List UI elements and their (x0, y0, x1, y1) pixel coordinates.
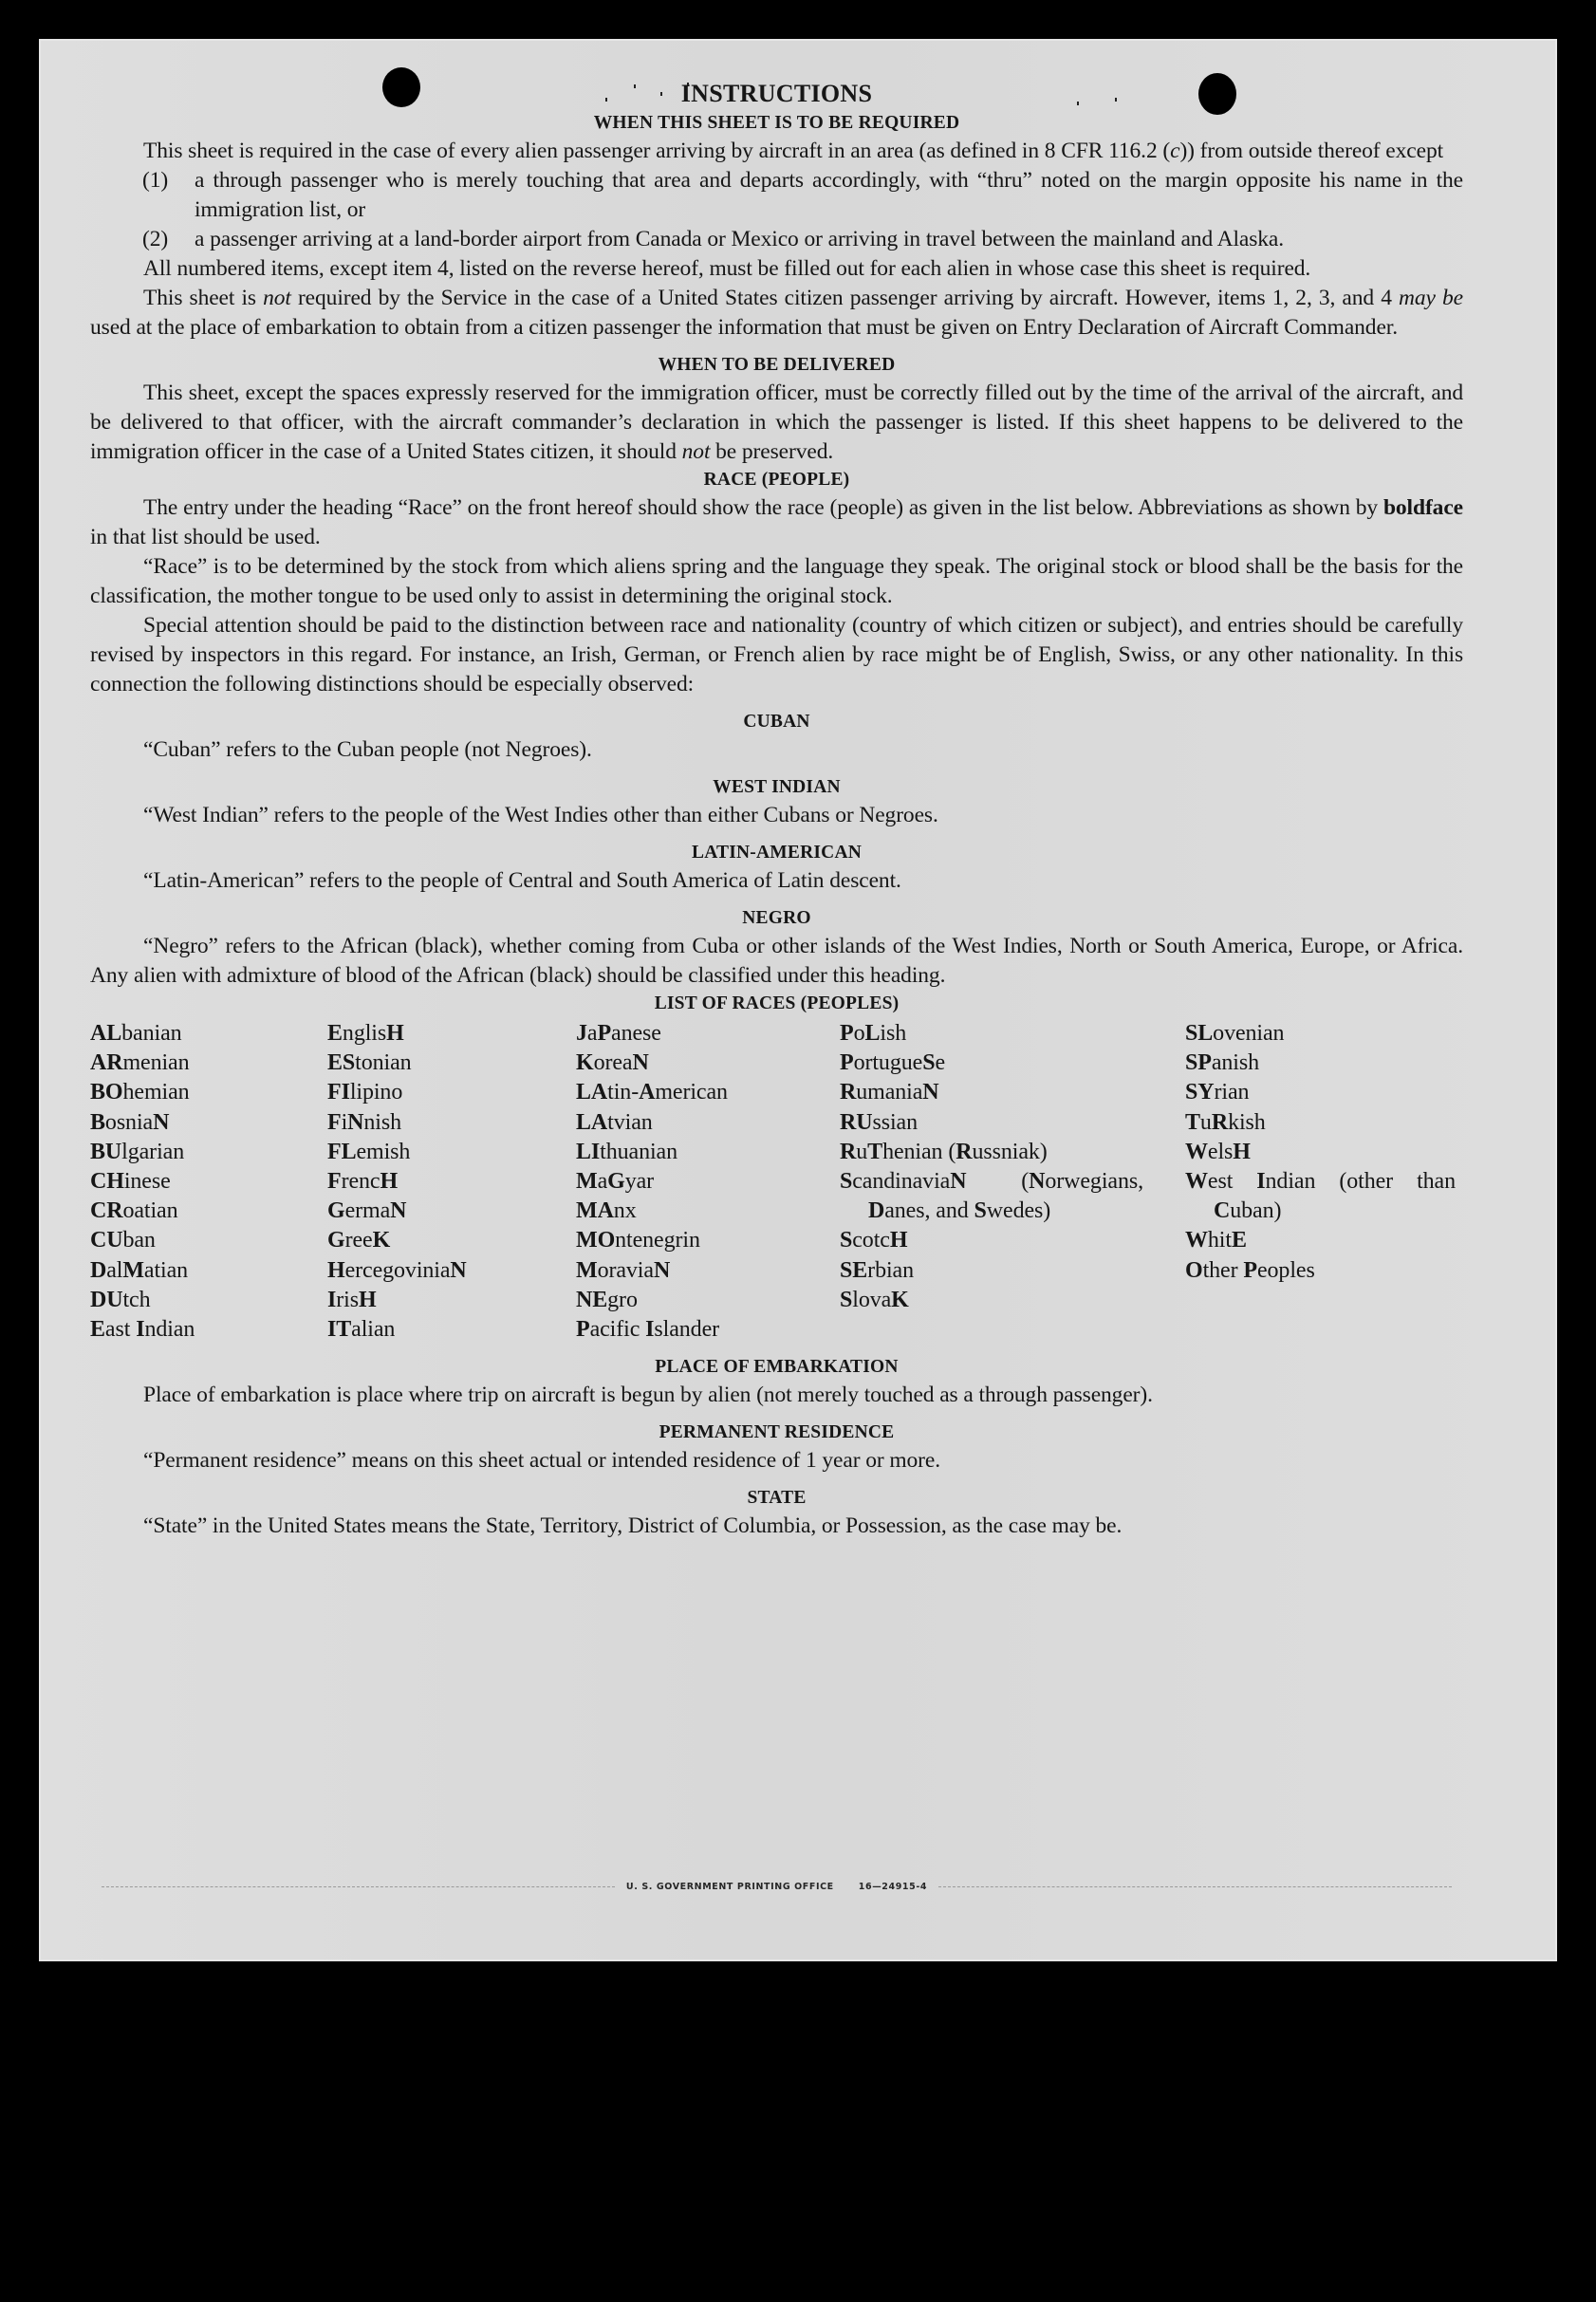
paragraph-place-of-embarkation: Place of embarkation is place where trip on aircraft is begun by alien (not merely touched as a through passenger). (143, 1383, 1153, 1408)
race-entry: SPanish (1185, 1050, 1259, 1076)
race-column (327, 1019, 576, 1345)
race-entry: PoLish (840, 1021, 907, 1046)
race-entry: LAtin-American (576, 1080, 728, 1105)
exception-item (90, 166, 1463, 225)
race-entry: FrencH (327, 1169, 399, 1195)
form-code: 16—24915-4 (858, 1881, 928, 1892)
section-heading-latin-american: LATIN-AMERICAN (691, 843, 863, 863)
text-span: This sheet, except the spaces expressly reserved for the immigration officer, must be correctly filled out by the time of the arrival of the aircraft, and be delivered to that officer, with the aircraft commander’s declaration in which the passenger is listed. If this sheet happens to be delivered to the immigration officer in the case of a United States citizen, it should (90, 381, 1463, 464)
race-entry: ALbanian (90, 1021, 182, 1046)
text-span: The entry under the heading “Race” on the front hereof should show the race (people) as given in the list below. Abbreviations as shown by (143, 495, 1383, 520)
section-heading-list-of-races: LIST OF RACES (PEOPLES) (654, 993, 900, 1013)
race-entry: BosniaN (90, 1109, 170, 1135)
race-entry: MoraviaN (576, 1257, 671, 1283)
item-text: a through passenger who is merely touching that area and departs accordingly, with “thru” noted on the margin opposite his name in the immigration list, or (195, 168, 1463, 222)
paragraph-negro: “Negro” refers to the African (black), whether coming from Cuba or other islands of the West Indies, North or South America, Europe, or Africa. Any alien with admixture of blood of the African (black) should be classified under this heading. (90, 934, 1463, 988)
paragraph-requirement (90, 137, 1463, 166)
race-entry: HercegoviniaN (327, 1257, 467, 1283)
race-entry: SLovenian (1185, 1021, 1285, 1046)
paragraph-cuban: “Cuban” refers to the Cuban people (not Negroes). (143, 737, 592, 762)
text-span: used at the place of embarkation to obtain from a citizen passenger the information that must be given on Entry Declaration of Aircraft Commander. (90, 315, 1398, 340)
race-entry: TuRkish (1185, 1109, 1266, 1135)
text-span: This sheet is required in the case of every alien passenger arriving by aircraft in an area (as defined in 8 CFR 116.2 ( (143, 139, 1171, 163)
race-entry: ITalian (327, 1317, 396, 1343)
paragraph-west-indian: “West Indian” refers to the people of the West Indies other than either Cubans or Negroes. (143, 803, 938, 827)
race-entry: WelsH (1185, 1139, 1251, 1164)
section-heading-negro: NEGRO (742, 908, 811, 928)
paragraph-race-entry (90, 493, 1463, 552)
paragraph-permanent-residence: “Permanent residence” means on this sheet actual or intended residence of 1 year or more. (143, 1448, 941, 1474)
race-entry: East Indian (90, 1317, 195, 1343)
paragraph-latin-american: “Latin-American” refers to the people of Central and South America of Latin descent. (143, 868, 901, 893)
race-entry: FLemish (327, 1139, 411, 1164)
race-entry: RumaniaN (840, 1080, 939, 1105)
race-entry: ARmenian (90, 1050, 190, 1076)
race-entry: EStonian (327, 1050, 412, 1076)
exception-item (90, 225, 1463, 254)
printer-imprint: U. S. GOVERNMENT PRINTING OFFICE (625, 1881, 834, 1892)
section-heading-state: STATE (747, 1488, 807, 1509)
race-entry: GreeK (327, 1228, 391, 1253)
text-span: This sheet is (143, 286, 264, 310)
race-entry: GermaN (327, 1198, 407, 1224)
section-heading-when-required: WHEN THIS SHEET IS TO BE REQUIRED (593, 113, 960, 133)
race-entry: PortugueSe (840, 1050, 945, 1076)
dashed-rule (102, 1886, 615, 1887)
printer-footer (90, 1879, 1463, 1894)
race-entry: IrisH (327, 1287, 377, 1312)
race-entry: CHinese (90, 1169, 171, 1195)
race-entry: FiNnish (327, 1109, 401, 1135)
paragraph-race-nationality: Special attention should be paid to the distinction between race and nationality (country of which citizen or subject), and entries should be carefully revised by inspectors in this regard. For instance, an Irish, German, or French alien by race might be of English, Swiss, or any other nationality. In this connection the following distinctions should be especially observed: (90, 613, 1463, 696)
race-entry: SlovaK (840, 1287, 909, 1312)
paragraph-citizen (90, 284, 1463, 343)
section-heading-west-indian: WEST INDIAN (713, 777, 841, 797)
text-span: be preserved. (710, 439, 834, 464)
bold-span: boldface (1383, 495, 1463, 520)
race-entry: RUssian (840, 1109, 918, 1135)
race-entry: SErbian (840, 1257, 914, 1283)
race-column (840, 1019, 1185, 1345)
race-entry: BUlgarian (90, 1139, 185, 1164)
race-column (576, 1019, 840, 1345)
paragraph-numbered-items: All numbered items, except item 4, listed on the reverse hereof, must be filled out for each alien in whose case this sheet is required. (143, 256, 1311, 281)
italic-span: c (1170, 139, 1180, 163)
race-entry: RuThenian (Russniak) (840, 1139, 1048, 1164)
race-entry: West Indian (other than Cuban) (1185, 1169, 1456, 1224)
race-entry: ScandinaviaN (Norwegians, Danes, and Swedes) (840, 1169, 1143, 1224)
race-column (1185, 1019, 1463, 1345)
text-span: in that list should be used. (90, 525, 321, 549)
race-entry: CRoatian (90, 1198, 178, 1224)
race-entry: CUban (90, 1228, 156, 1253)
section-heading-race: RACE (PEOPLE) (703, 470, 850, 490)
italic-span: not (263, 286, 291, 310)
item-number: (1) (142, 168, 169, 193)
paragraph-delivery (90, 379, 1463, 467)
paragraph-state: “State” in the United States means the State, Territory, District of Columbia, or Possession, as the case may be. (143, 1513, 1123, 1539)
instructions-body (90, 78, 1463, 1541)
race-entry: JaPanese (576, 1021, 661, 1046)
race-entry: LAtvian (576, 1109, 653, 1135)
section-heading-permanent-residence: PERMANENT RESIDENCE (659, 1422, 895, 1443)
italic-span: not (681, 439, 711, 464)
race-entry: KoreaN (576, 1050, 649, 1076)
item-number: (2) (142, 227, 169, 251)
race-entry: NEgro (576, 1287, 638, 1312)
race-column (90, 1019, 327, 1345)
dashed-rule (938, 1886, 1452, 1887)
race-entry: EnglisH (327, 1021, 404, 1046)
race-entry: BOhemian (90, 1080, 190, 1105)
item-text: a passenger arriving at a land-border airport from Canada or Mexico or arriving in travel between the mainland and Alaska. (195, 227, 1285, 251)
race-list (90, 1019, 1463, 1345)
race-entry: Other Peoples (1185, 1257, 1315, 1283)
section-heading-place-of-embarkation: PLACE OF EMBARKATION (655, 1357, 899, 1378)
italic-span: may be (1399, 286, 1463, 310)
paragraph-race-definition: “Race” is to be determined by the stock from which aliens spring and the language they speak. The original stock or blood shall be the basis for the classification, the mother tongue to be used only to assist in determining the original stock. (90, 554, 1463, 608)
race-entry: MOntenegrin (576, 1228, 700, 1253)
race-entry: SYrian (1185, 1080, 1250, 1105)
race-entry: DalMatian (90, 1257, 189, 1283)
text-span: )) from outside thereof except (1179, 139, 1444, 163)
race-entry: MaGyar (576, 1169, 655, 1195)
race-entry: DUtch (90, 1287, 151, 1312)
race-entry: FIlipino (327, 1080, 403, 1105)
race-entry: ScotcH (840, 1228, 908, 1253)
race-entry: Pacific Islander (576, 1317, 720, 1343)
race-entry: MAnx (576, 1198, 637, 1224)
race-entry: WhitE (1185, 1228, 1247, 1253)
section-heading-cuban: CUBAN (743, 712, 810, 732)
race-entry: LIthuanian (576, 1139, 678, 1164)
section-heading-when-delivered: WHEN TO BE DELIVERED (658, 355, 896, 375)
page-title: INSTRUCTIONS (680, 80, 873, 107)
text-span: required by the Service in the case of a United States citizen passenger arriving by aircraft. However, items 1, 2, 3, and 4 (290, 286, 1400, 310)
